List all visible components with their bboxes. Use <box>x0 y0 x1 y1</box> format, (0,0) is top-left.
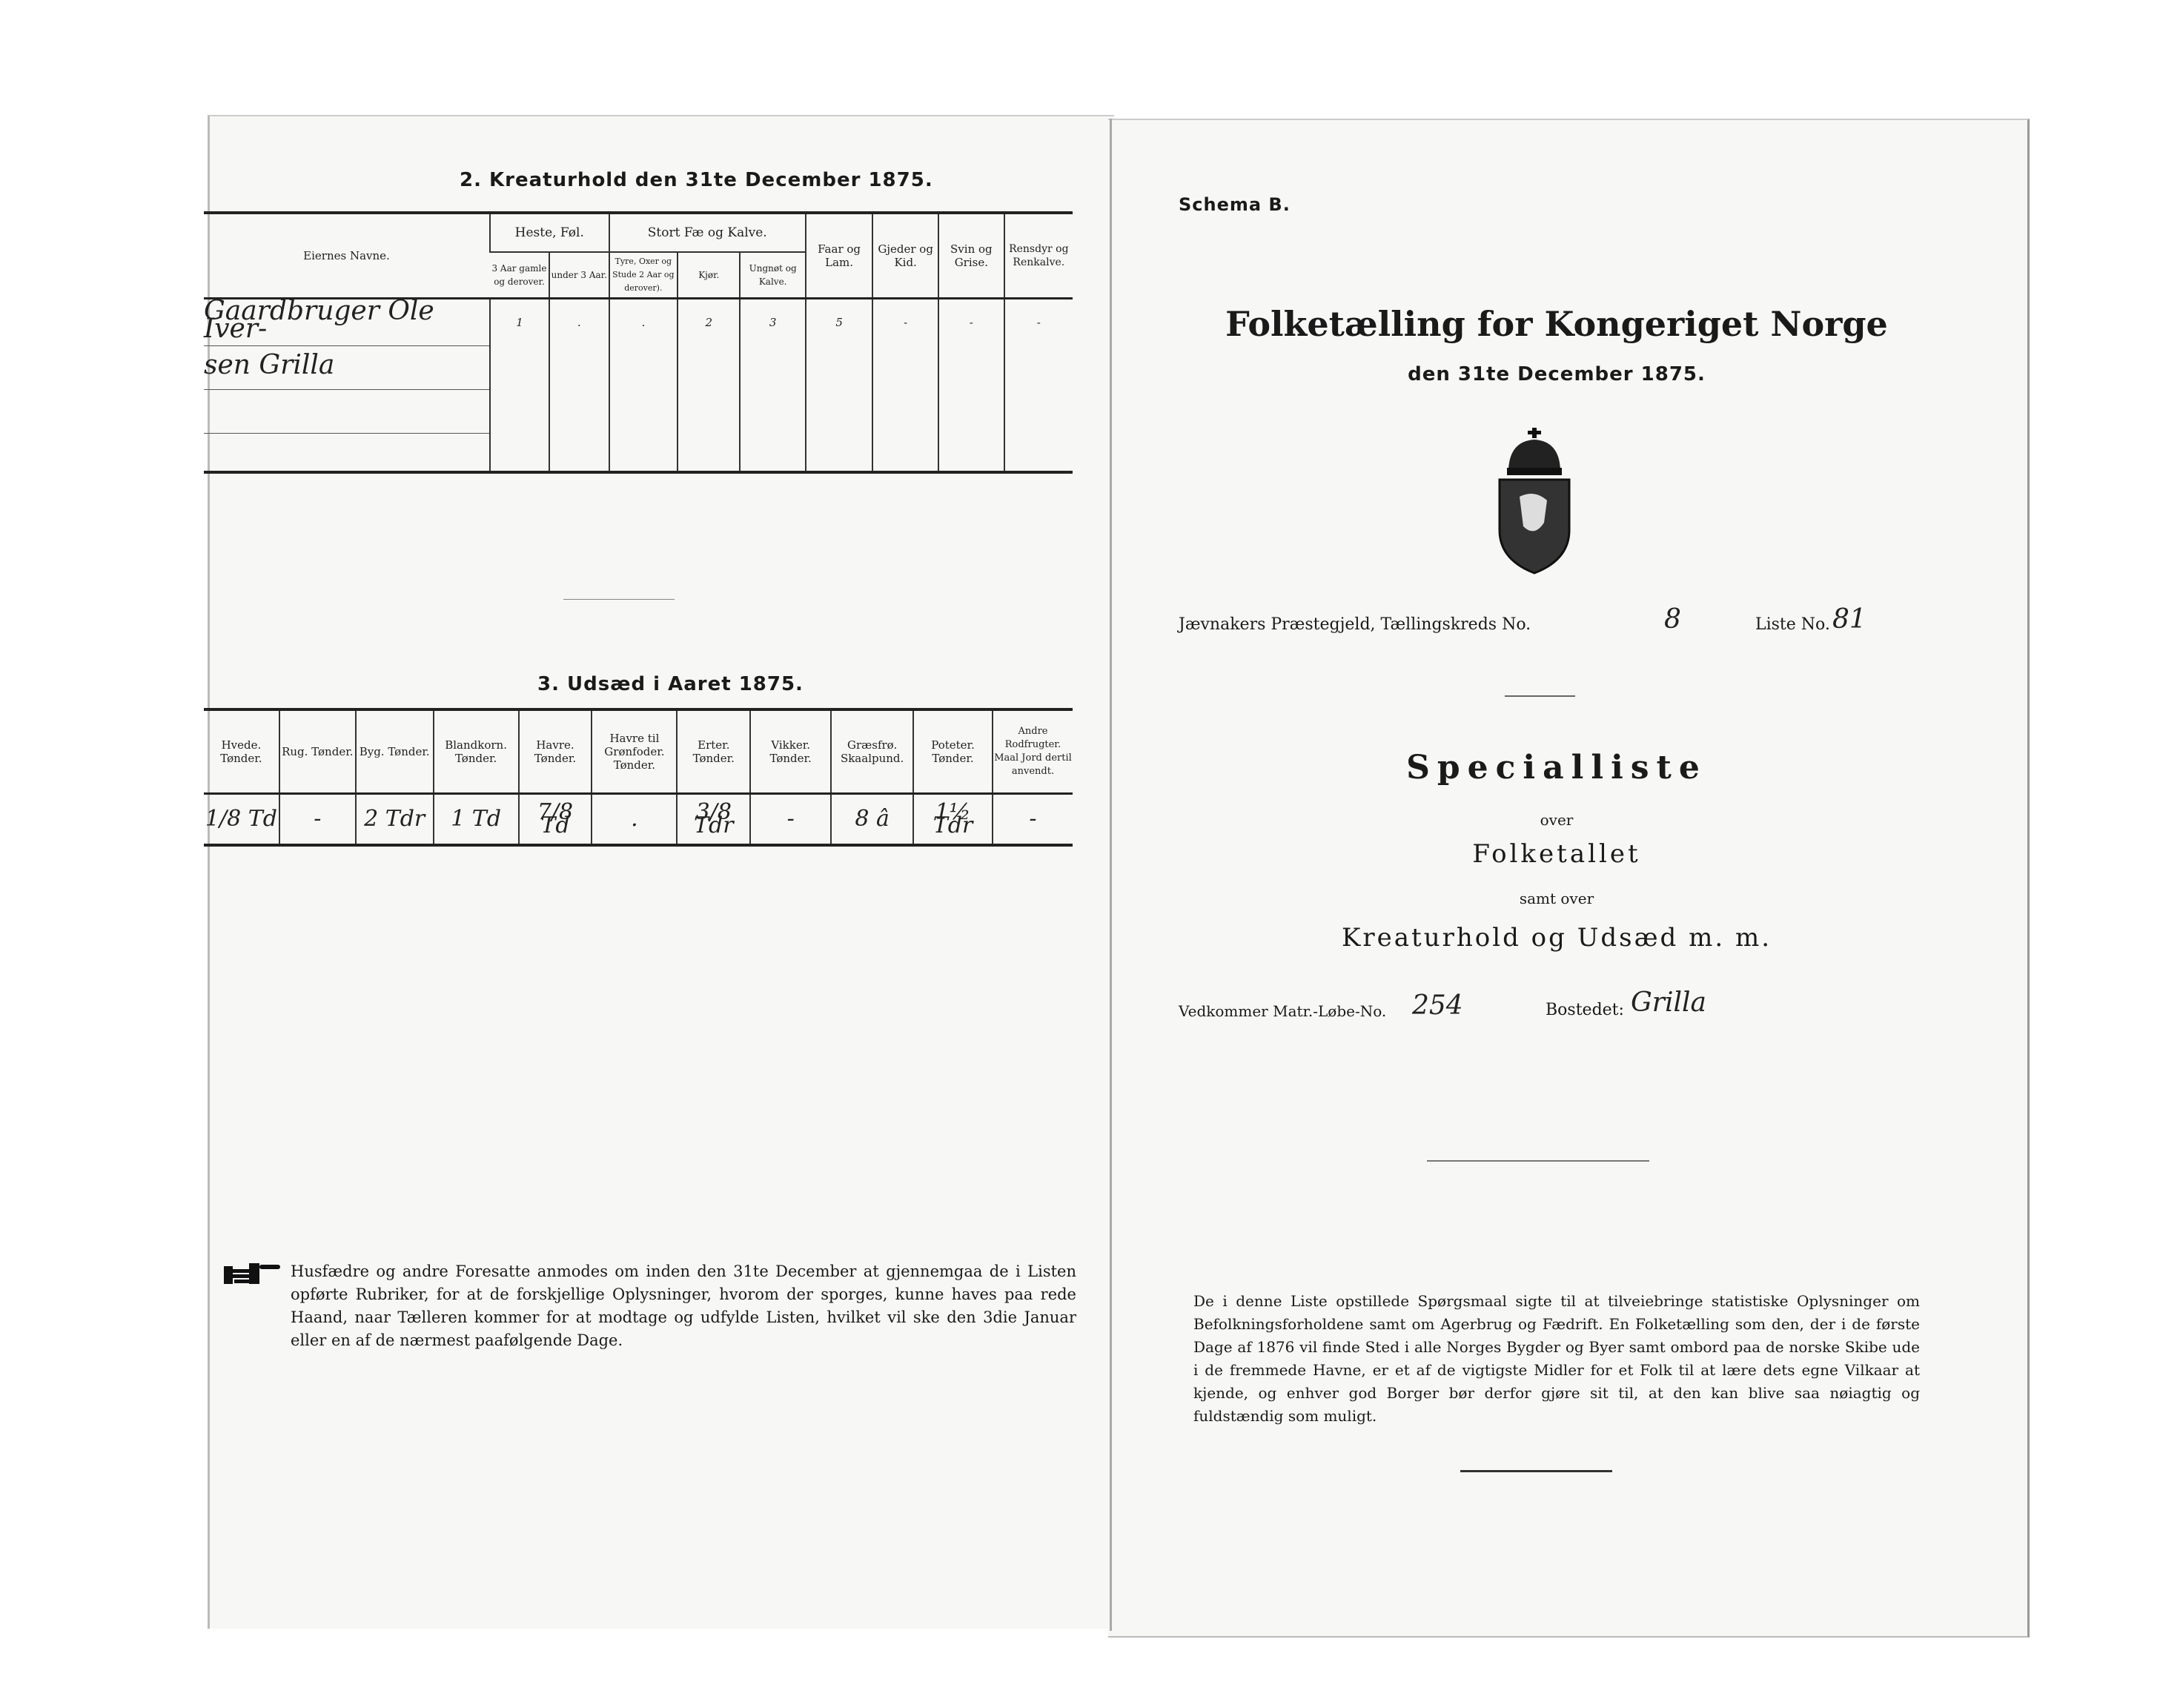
row1-cell: 2 <box>678 299 740 346</box>
col-heste-a: 3 Aar gamle og derover. <box>490 252 549 299</box>
samt-over-label: samt over <box>1519 890 1594 907</box>
main-title: Folketælling for Kongeriget Norge <box>1225 304 1888 344</box>
page-fold <box>1110 119 1112 1631</box>
col-svin-header: Svin og Grise. <box>938 213 1004 299</box>
row1-cell: 5 <box>806 299 872 346</box>
schema-label: Schema B. <box>1179 194 1291 215</box>
kreaturhold-label: Kreaturhold og Udsæd m. m. <box>1341 923 1772 953</box>
sow-cell: 1/8 Td <box>204 794 279 846</box>
sow-cell: 7/8 Td <box>519 794 592 846</box>
col-stort-header: Stort Fæ og Kalve. <box>609 213 806 252</box>
sow-cell: 1 Td <box>434 794 519 846</box>
row1-cell: 1 <box>490 299 549 346</box>
livestock-table <box>204 211 1073 474</box>
coat-of-arms-icon <box>1494 426 1575 575</box>
over-label: over <box>1540 811 1574 829</box>
row1-cell: - <box>1004 299 1073 346</box>
divider <box>1460 1470 1612 1472</box>
sow-header: Erter. Tønder. <box>677 709 750 794</box>
sow-header: Rug. Tønder. <box>279 709 356 794</box>
matr-no: 254 <box>1412 990 1463 1021</box>
col-rensdyr-header: Rensdyr og Renkalve. <box>1004 213 1073 299</box>
row1-cell: 3 <box>740 299 806 346</box>
row1-cell: . <box>549 299 609 346</box>
row1-owner-line2: sen Grilla <box>204 350 335 380</box>
col-stort-b: Kjør. <box>678 252 740 299</box>
pointing-hand-icon <box>222 1259 282 1288</box>
col-heste-b: under 3 Aar. <box>549 252 609 299</box>
divider <box>1427 1160 1649 1162</box>
sow-cell: 2 Tdr <box>356 794 434 846</box>
row1-owner <box>204 296 490 346</box>
main-subtitle: den 31te December 1875. <box>1408 363 1706 385</box>
section2-title: 2. Kreaturhold den 31te December 1875. <box>460 169 933 191</box>
col-owner-header: Eiernes Navne. <box>303 249 390 262</box>
sow-cell: . <box>592 794 677 846</box>
notice-text: Husfædre og andre Foresatte anmodes om inden den 31te December at gjennemgaa de i Listen opførte Rubriker, for at de forskjellige Oplysninger, hvorom der sporges, kunne haves paa rede Haand, naar Tælleren kommer for at modtage og udfylde Listen, hvilket vil ske den 3die Januar eller en af de nærmest paafølgende Dage. <box>291 1262 1076 1349</box>
bosted-value: Grilla <box>1631 987 1706 1018</box>
row1-cell: - <box>938 299 1004 346</box>
bosted-label: Bostedet: <box>1546 1001 1624 1019</box>
sow-cell: - <box>993 794 1073 846</box>
sow-cell: - <box>279 794 356 846</box>
liste-label: Liste No. <box>1755 615 1830 634</box>
sow-header: Poteter. Tønder. <box>913 709 993 794</box>
sow-header: Vikker. Tønder. <box>750 709 831 794</box>
sow-header: Havre til Grønfoder. Tønder. <box>592 709 677 794</box>
sowing-table <box>204 708 1073 847</box>
sow-header: Blandkorn. Tønder. <box>434 709 519 794</box>
liste-no: 81 <box>1832 604 1866 635</box>
col-heste-header: Heste, Føl. <box>490 213 609 252</box>
col-faar-header: Faar og Lam. <box>806 213 872 299</box>
sow-header: Hvede. Tønder. <box>220 738 262 765</box>
kreds-no: 8 <box>1664 604 1681 635</box>
col-stort-c: Ungnøt og Kalve. <box>740 252 806 299</box>
row1-owner-cont <box>204 346 490 390</box>
sow-header: Græsfrø. Skaalpund. <box>831 709 913 794</box>
divider <box>1505 695 1575 697</box>
sow-cell: 1½ Tdr <box>913 794 993 846</box>
col-stort-a: Tyre, Oxer og Stude 2 Aar og derover). <box>609 252 678 299</box>
specialliste-title: Specialliste <box>1406 749 1707 787</box>
sow-header: Byg. Tønder. <box>356 709 434 794</box>
row1-owner-line1: Gaardbruger Ole Iver- <box>204 296 434 344</box>
section3-title: 3. Udsæd i Aaret 1875. <box>537 673 804 695</box>
footer-text: De i denne Liste opstillede Spørgsmaal sigte til at tilveiebringe statistiske Oplysninger om Befolkningsforholdene samt om Agerbrug og Fædrift. En Folketælling som den, der i de første Dage af 1876 vil finde Sted i alle Norges Bygder og Byer samt ombord paa de norske Skibe ude i de fremmede Havne, er et af de vigtigste Midler for et Folk til at lære dets egne Vilkaar at kjende, og enhver god Borger bør derfor gjøre sit til, at den kan blive saa nøiagtig og fuldstændig som muligt. <box>1193 1292 1920 1425</box>
divider <box>563 599 675 600</box>
sow-cell: 3/8 Tdr <box>677 794 750 846</box>
col-gjeder-header: Gjeder og Kid. <box>872 213 938 299</box>
matr-label: Vedkommer Matr.-Løbe-No. <box>1179 1002 1387 1020</box>
sow-cell: 8 â <box>831 794 913 846</box>
sow-cell: - <box>750 794 831 846</box>
parish-label: Jævnakers Præstegjeld, Tællingskreds No. <box>1179 615 1531 634</box>
row1-cell: - <box>872 299 938 346</box>
sow-header: Andre Rodfrugter. Maal Jord dertil anvendt. <box>993 709 1073 794</box>
row1-cell: . <box>609 299 678 346</box>
sow-header: Havre. Tønder. <box>519 709 592 794</box>
folketallet-label: Folketallet <box>1472 839 1641 869</box>
